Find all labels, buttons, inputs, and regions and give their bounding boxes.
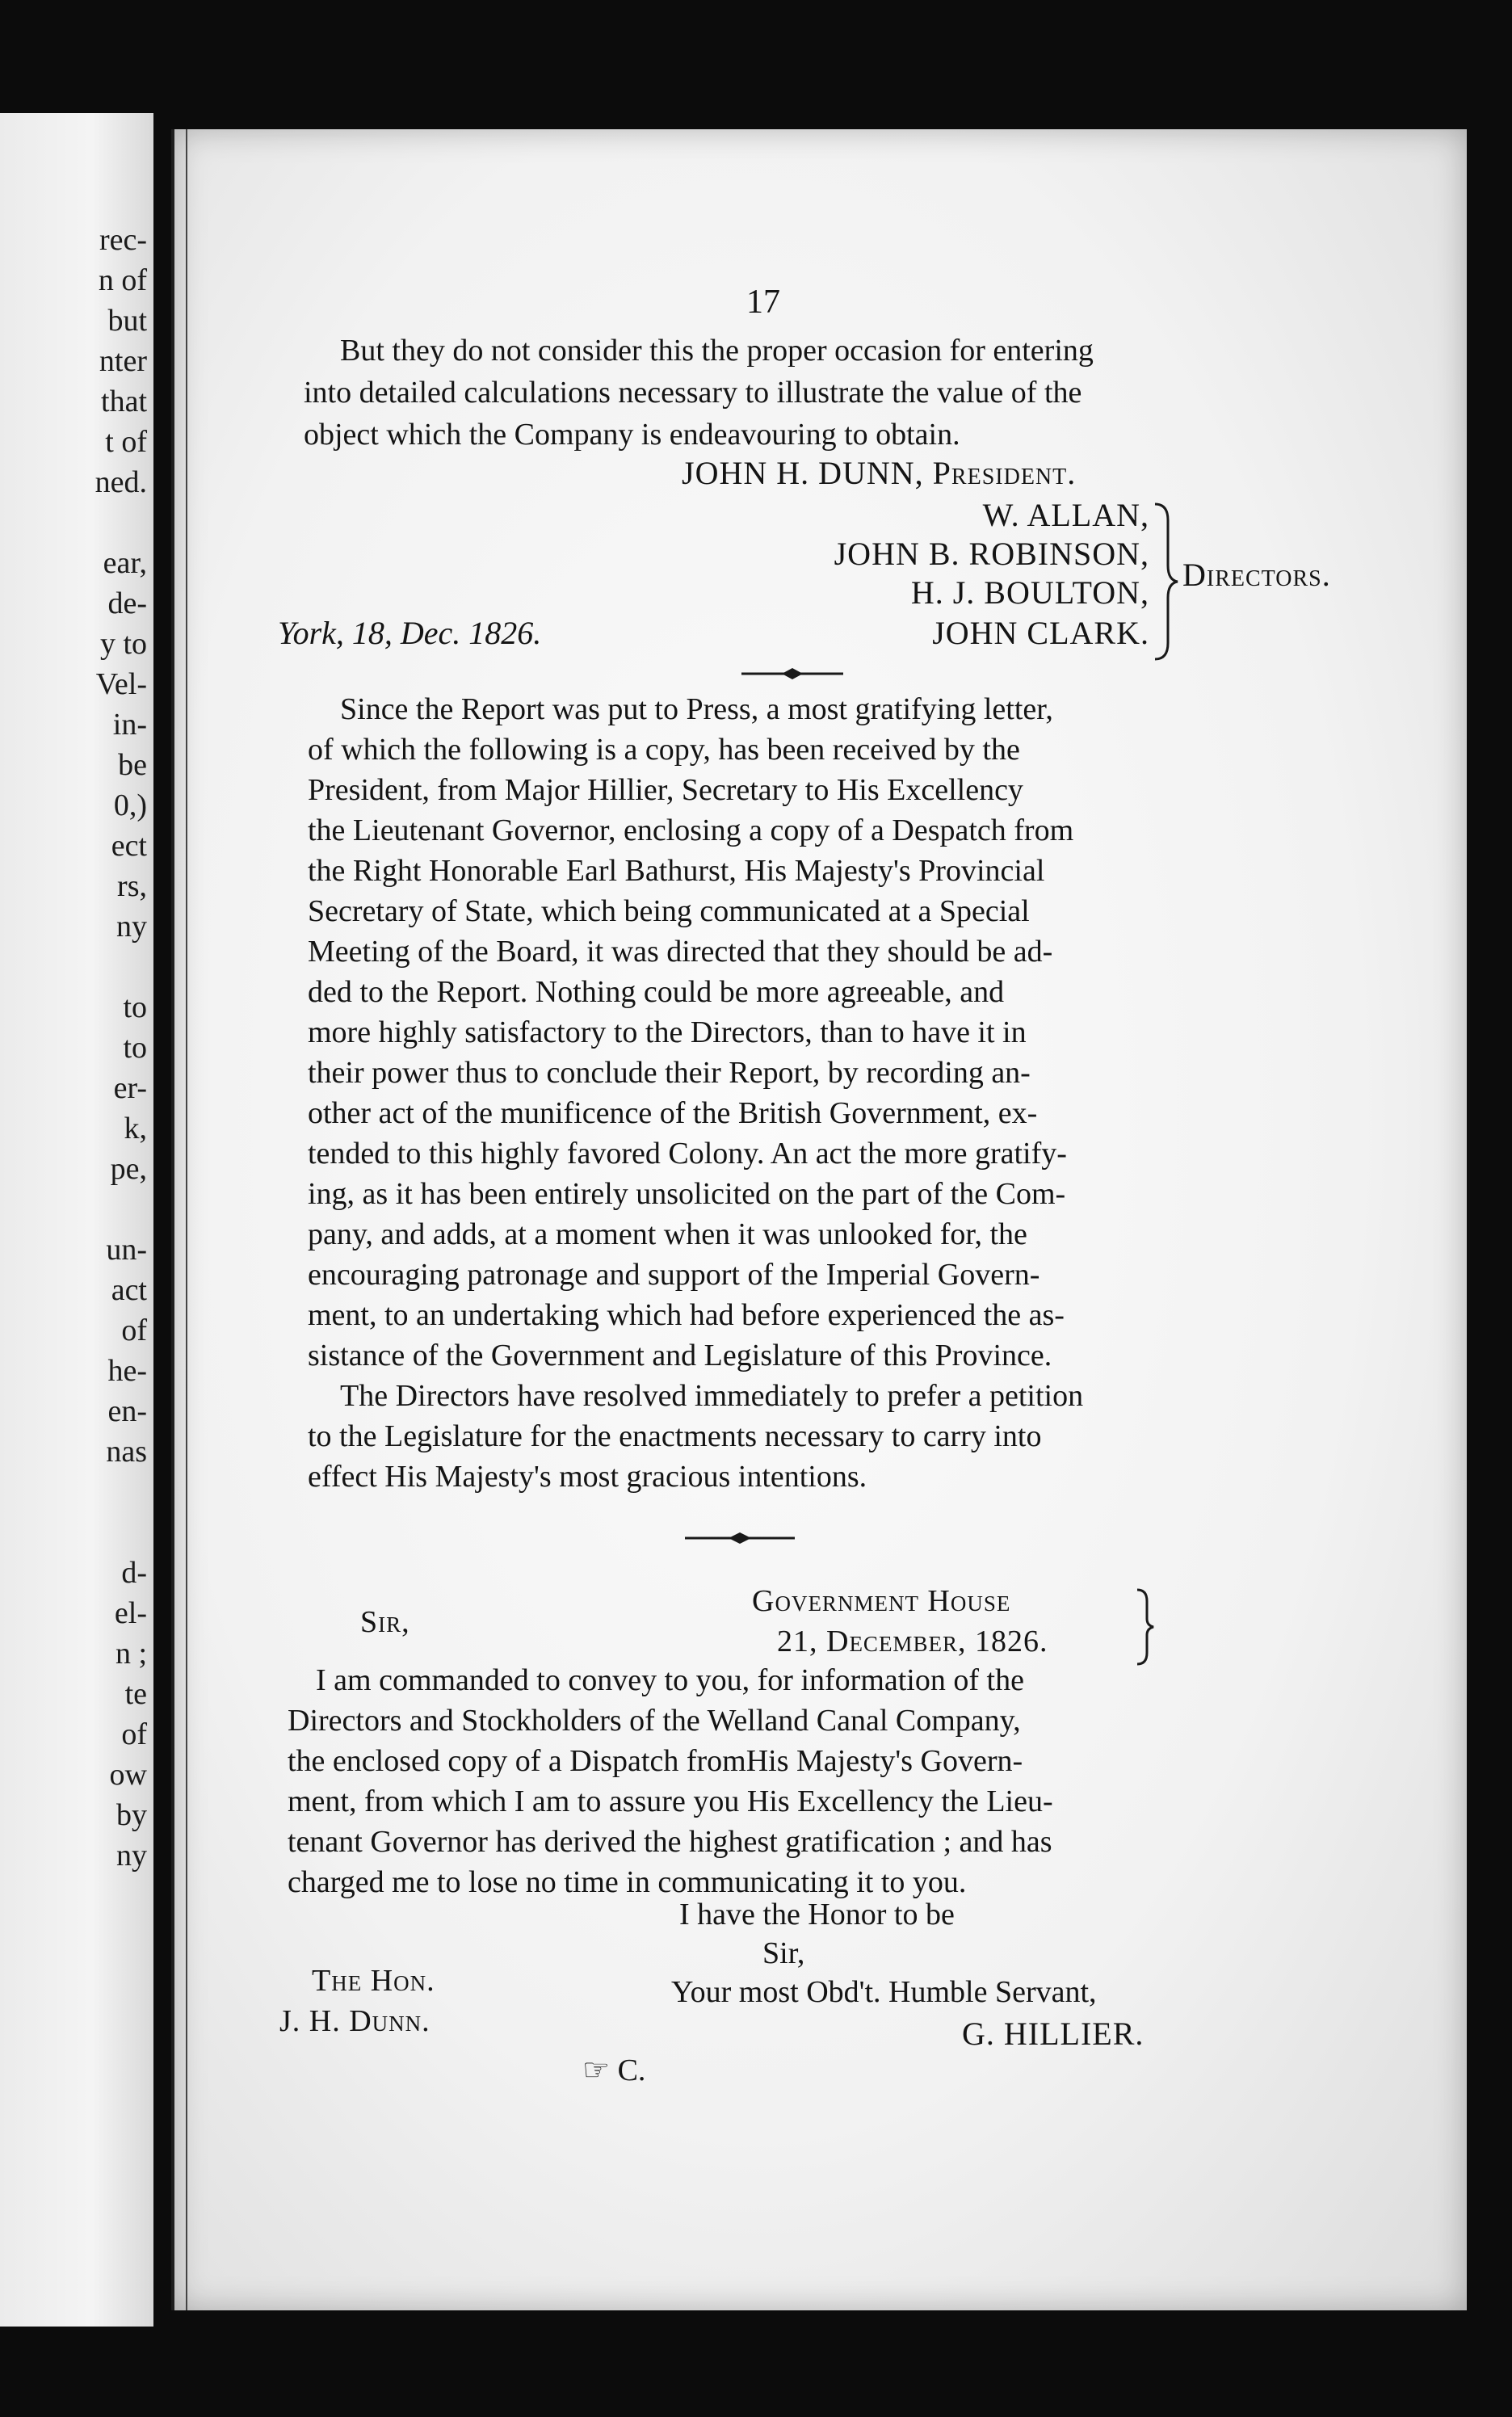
facing-page-text-fragment: k, [124,1112,147,1145]
body-line: their power thus to conclude their Report, by recording an- [308,1056,1031,1090]
directors-brace [1149,501,1181,662]
pointing-hand-icon: ☞ [582,2052,611,2087]
facing-page-text-fragment: pe, [110,1152,147,1186]
body-line: Secretary of State, which being communicated at a Special [308,894,1030,928]
ornamental-divider [740,666,845,682]
facing-page-text-fragment: n ; [115,1637,147,1671]
intro-line: object which the Company is endeavouring to obtain. [304,418,960,452]
facing-page-text-fragment: to [123,990,147,1024]
letter-line: tenant Governor has derived the highest gratification ; and has [288,1825,1052,1859]
page-number: 17 [746,284,780,321]
facing-page-text-fragment: that [101,385,147,418]
facing-page-text-fragment: be [118,748,147,782]
facing-page-text-fragment: en- [107,1394,147,1428]
body-line: encouraging patronage and support of the Imperial Govern- [308,1258,1040,1292]
body-line: pany, and adds, at a moment when it was unlooked for, the [308,1217,1027,1251]
body-line: ing, as it has been entirely unsolicited on the part of the Com- [308,1177,1066,1211]
body-line: Since the Report was put to Press, a most gratifying letter, [340,692,1053,726]
facing-page-text-fragment: of [121,1717,147,1751]
facing-page-text-fragment: act [111,1273,147,1307]
letter-line: ment, from which I am to assure you His Excellency the Lieu- [288,1784,1053,1818]
page-border-rule [186,129,187,2310]
body-line: to the Legislature for the enactments necessary to carry into [308,1419,1042,1453]
facing-page-text-fragment: ect [111,829,147,863]
director-name: JOHN B. ROBINSON, [834,536,1149,572]
facing-page-text-fragment: el- [114,1596,147,1630]
body-line: other act of the munificence of the British Government, ex- [308,1096,1038,1130]
letter-line: the enclosed copy of a Dispatch fromHis Majesty's Govern- [288,1744,1023,1778]
facing-page-text-fragment: un- [106,1233,147,1267]
facing-page-text-fragment: nter [99,344,147,378]
body-line: The Directors have resolved immediately to prefer a petition [340,1379,1084,1413]
document-page [171,129,1467,2310]
director-name: W. ALLAN, [982,497,1149,533]
letter-closing: Your most Obd't. Humble Servant, [671,1975,1097,2009]
addressee: The Hon. [312,1964,435,1998]
body-line: Meeting of the Board, it was directed that they should be ad- [308,935,1053,969]
letter-closing: I have the Honor to be [679,1898,955,1931]
facing-page-text-fragment: y to [99,627,147,661]
letter-salutation: Sir, [360,1605,410,1639]
facing-page-text-fragment: rec- [99,223,147,257]
facing-page-text-fragment: but [107,304,147,338]
dateline: York, 18, Dec. 1826. [278,615,542,651]
footer-mark [582,2052,645,2088]
body-line: of which the following is a copy, has been received by the [308,733,1020,767]
intro-line: into detailed calculations necessary to illustrate the value of the [304,376,1082,410]
body-line: the Lieutenant Governor, enclosing a copy of a Despatch from [308,813,1074,847]
date-brace [1132,1587,1157,1667]
letter-date: 21, December, 1826. [777,1625,1048,1658]
president-title: President. [932,455,1077,491]
letter-closing: Sir, [762,1936,805,1970]
facing-page-text-fragment: rs, [117,869,147,903]
director-name: H. J. BOULTON, [910,574,1149,611]
letter-place: Government House [752,1584,1011,1618]
letter-line: charged me to lose no time in communicating it to you. [288,1865,967,1899]
facing-page-text-fragment: he- [107,1354,147,1388]
president-name: JOHN H. DUNN, [682,455,924,491]
director-name: JOHN CLARK. [932,615,1149,651]
body-line: ded to the Report. Nothing could be more agreeable, and [308,975,1005,1009]
facing-page-text-fragment: ear, [103,546,147,580]
facing-page-text-fragment: er- [113,1071,147,1105]
facing-page-text-fragment: d- [121,1556,147,1590]
letter-signature: G. HILLIER. [962,2016,1144,2052]
facing-page-text-fragment: t of [105,425,147,459]
body-line: the Right Honorable Earl Bathurst, His Majesty's Provincial [308,854,1045,888]
letter-line: Directors and Stockholders of the Welland Canal Company, [288,1704,1021,1738]
addressee: J. H. Dunn. [279,2004,430,2038]
facing-page-text-fragment: to [123,1031,147,1065]
facing-page-text-fragment: n of [98,263,147,297]
body-line: ment, to an undertaking which had before experienced the as- [308,1298,1065,1332]
facing-page-text-fragment: in- [112,708,147,742]
footer-mark-text: C. [617,2053,646,2087]
facing-page-text-fragment: by [116,1798,147,1832]
facing-page-text-fragment: ny [116,910,147,944]
letter-line: I am commanded to convey to you, for information of the [316,1663,1024,1697]
facing-page-text-fragment: of [121,1314,147,1347]
body-line: sistance of the Government and Legislature of this Province. [308,1339,1052,1372]
facing-page-text-fragment: ow [109,1758,147,1792]
body-line: effect His Majesty's most gracious intentions. [308,1460,867,1494]
body-line: President, from Major Hillier, Secretary to His Excellency [308,773,1023,807]
president-signature [682,454,1076,492]
facing-page-text-fragment: ny [116,1839,147,1873]
facing-page-text-fragment: Vel- [95,667,147,701]
facing-page-text-fragment: ned. [94,465,147,499]
body-line: more highly satisfactory to the Directors, than to have it in [308,1015,1027,1049]
facing-page-text-fragment: 0,) [113,788,147,822]
facing-page-text-fragment: te [124,1677,147,1711]
facing-page-text-fragment: de- [107,586,147,620]
body-line: tended to this highly favored Colony. An act the more gratify- [308,1137,1067,1171]
ornamental-divider [683,1530,796,1546]
directors-label: Directors. [1182,557,1331,593]
intro-line: But they do not consider this the proper occasion for entering [340,334,1094,368]
facing-page-text-fragment: nas [106,1435,147,1469]
facing-page-edge [0,113,153,2327]
